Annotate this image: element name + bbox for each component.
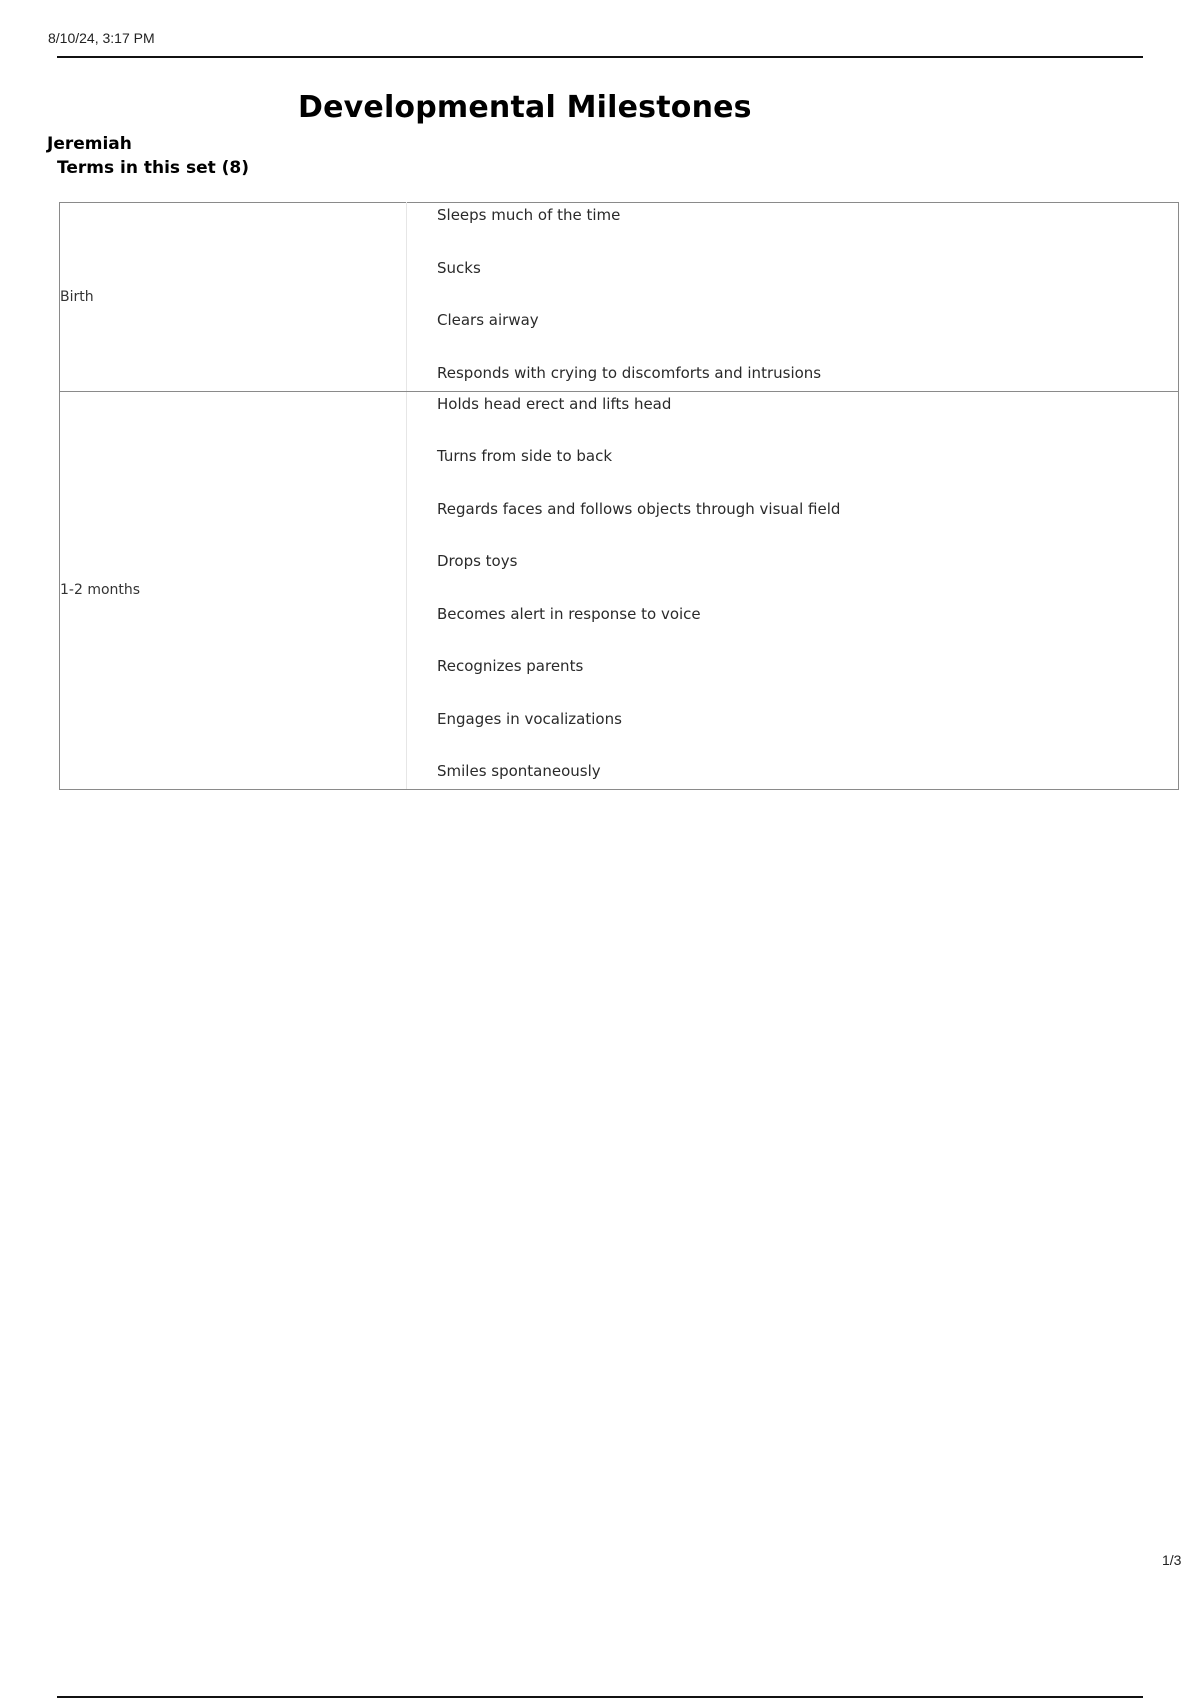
list-item: Drops toys bbox=[437, 552, 518, 570]
table-row bbox=[60, 391, 1179, 790]
list-item: Engages in vocalizations bbox=[437, 709, 622, 728]
list-item: Turns from side to back bbox=[437, 447, 613, 465]
list-item: Regards faces and follows objects through visual field bbox=[437, 499, 841, 518]
print-timestamp: 8/10/24, 3:17 PM bbox=[48, 30, 155, 46]
term-cell: Birth bbox=[60, 203, 407, 392]
list-item: Responds with crying to discomforts and intrusions bbox=[437, 363, 822, 382]
page-title: Developmental Milestones bbox=[298, 90, 752, 125]
list-item: Holds head erect and lifts head bbox=[437, 394, 672, 413]
list-item: Becomes alert in response to voice bbox=[437, 604, 701, 623]
list-item: Sucks bbox=[437, 258, 481, 277]
definition-list bbox=[407, 392, 1178, 790]
table-row bbox=[60, 203, 1179, 392]
definition-list bbox=[407, 203, 1178, 391]
terms-table bbox=[59, 202, 1179, 790]
terms-count-label: Terms in this set (8) bbox=[57, 158, 250, 178]
footer-divider bbox=[57, 1696, 1143, 1698]
author-name: Jeremiah bbox=[47, 134, 132, 154]
page-number: 1/3 bbox=[1162, 1552, 1182, 1568]
list-item: Sleeps much of the time bbox=[437, 206, 621, 224]
definitions-cell bbox=[407, 203, 1179, 392]
definitions-cell bbox=[407, 391, 1179, 790]
header-divider bbox=[57, 56, 1143, 58]
list-item: Clears airway bbox=[437, 311, 539, 329]
list-item: Smiles spontaneously bbox=[437, 762, 601, 780]
term-cell: 1-2 months bbox=[60, 391, 407, 790]
list-item: Recognizes parents bbox=[437, 657, 584, 675]
